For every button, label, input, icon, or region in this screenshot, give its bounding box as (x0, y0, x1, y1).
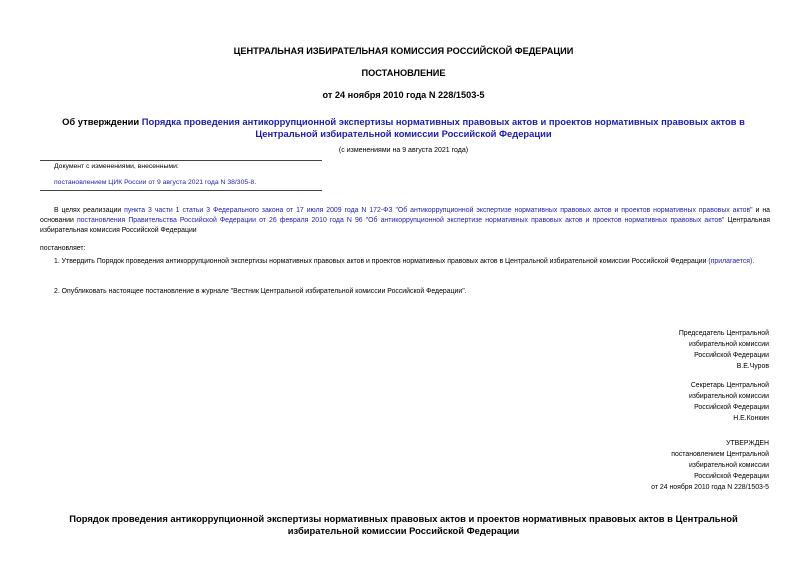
preamble-law-link[interactable]: пункта 3 части 1 статьи 3 Федерального закона от 17 июля 2009 года N 172-ФЗ "Об антикоррупционной экспертизе нормативных правовых актов и проектов нормативных правовых актов" (124, 207, 753, 214)
preamble-text1: В целях реализации (54, 207, 125, 214)
item1-suffix: . (752, 258, 755, 265)
preamble-paragraph (40, 206, 770, 236)
preamble-text3: Центральная избирательная комиссия Российской Федерации (40, 217, 771, 234)
chair-signature (679, 328, 769, 372)
date-number-heading: от 24 ноября 2010 года N 228/1503-5 (322, 90, 485, 100)
item1-annex-link[interactable]: (прилагается) (708, 258, 753, 265)
chair-name: В.Е.Чуров (736, 363, 769, 370)
chair-line: Российской Федерации (694, 352, 769, 359)
chair-line: избирательной комиссии (688, 341, 769, 348)
approved-line: Российской Федерации (694, 473, 769, 480)
title-prefix: Об утверждении (62, 116, 142, 127)
secretary-signature (689, 380, 769, 424)
org-heading: ЦЕНТРАЛЬНАЯ ИЗБИРАТЕЛЬНАЯ КОМИССИЯ РОССИЙСКОЙ ФЕДЕРАЦИИ (233, 46, 574, 56)
item1-text: 1. Утвердить Порядок проведения антикоррупционной экспертизы нормативных правовых актов и проектов нормативных правовых актов в Центральной избирательной комиссии Российской Федерации (54, 258, 709, 265)
secretary-line: избирательной комиссии (688, 393, 769, 400)
secretary-line: Секретарь Центральной (690, 382, 769, 389)
divider-top (40, 160, 322, 161)
secretary-line: Российской Федерации (694, 404, 769, 411)
divider-bottom (40, 190, 322, 191)
secretary-name: Н.Е.Конкин (733, 415, 769, 422)
doc-changes-line (40, 178, 322, 188)
annex-title: Порядок проведения антикоррупционной экспертизы нормативных правовых актов и проектов нормативных правовых актов в Центральной избирательной комиссии Российской Федерации (69, 513, 738, 536)
approved-line: УТВЕРЖДЕН (726, 440, 769, 447)
approved-line: от 24 ноября 2010 года N 228/1503-5 (651, 484, 769, 491)
approved-block (651, 438, 769, 493)
document-title (40, 116, 767, 140)
preamble-text2: и на основании (40, 207, 770, 224)
doc-changes-suffix: . (254, 178, 257, 186)
resolves-text: постановляет: (40, 245, 86, 252)
approved-line: избирательной комиссии (688, 462, 769, 469)
title-link[interactable]: Порядка проведения антикоррупционной экспертизы нормативных правовых актов и проектов нормативных правовых актов в Центральной избирательной комиссии Российской Федерации (141, 116, 745, 139)
doc-type-heading: ПОСТАНОВЛЕНИЕ (361, 68, 446, 78)
preamble-decree-link[interactable]: постановления Правительства Российской Федерации от 26 февраля 2010 года N 96 "Об антикоррупционной экспертизе нормативных правовых актов и проектов нормативных правовых актов" (76, 217, 725, 224)
approved-line: постановлением Центральной (671, 451, 769, 458)
item-2: 2. Опубликовать настоящее постановление в журнале "Вестник Центральной избирательной комиссии Российской Федерации". (54, 288, 467, 295)
doc-changes-box (40, 162, 322, 187)
doc-changes-label: Документ с изменениями, внесенными: (54, 163, 179, 170)
chair-line: Председатель Центральной (678, 330, 769, 337)
doc-changes-link[interactable]: постановлением ЦИК России от 9 августа 2021 года N 38/305-8 (54, 178, 255, 186)
amendment-note: (с изменениями на 9 августа 2021 года) (338, 147, 469, 154)
item-1 (40, 257, 770, 267)
